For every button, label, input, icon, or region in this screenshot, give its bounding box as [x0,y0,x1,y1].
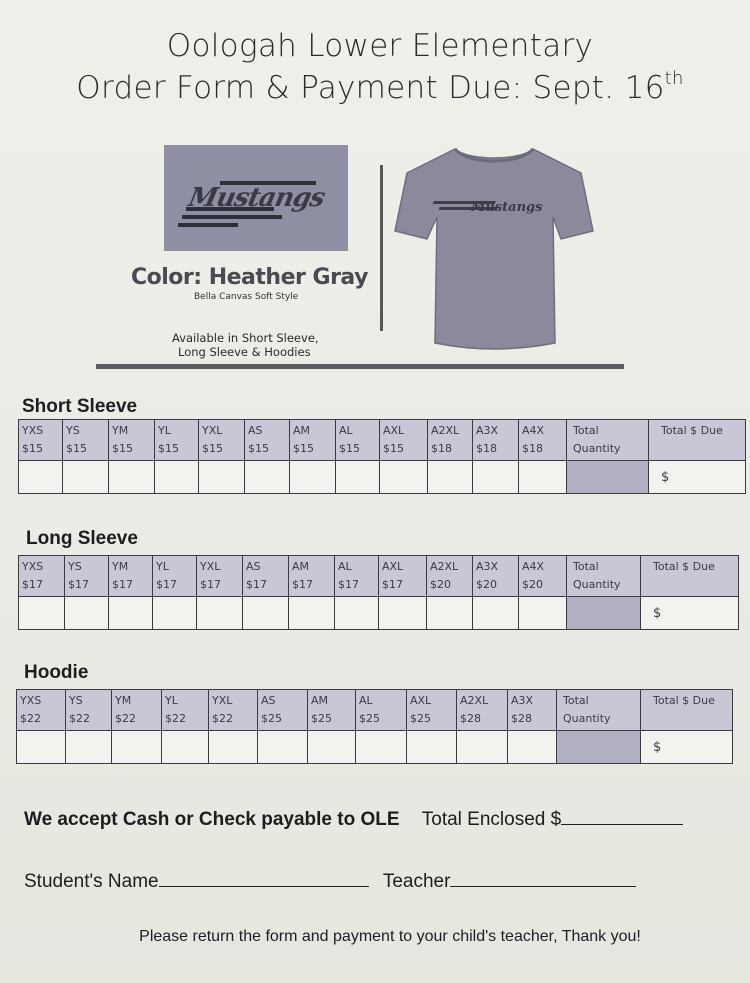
total-quantity-header [567,420,649,461]
size-price-cell [519,556,567,597]
teacher-label: Teacher [382,871,451,892]
size-price-cell [17,690,66,731]
quantity-input-cell[interactable] [209,731,258,764]
return-note: Please return the form and payment to your child's teacher, Thank you! [139,928,641,945]
quantity-input-cell[interactable] [519,461,567,494]
size-price: $17 [112,578,133,591]
total-quantity-label: Total [573,424,599,437]
quantity-input-cell[interactable] [428,461,473,494]
size-label: AS [246,560,261,573]
size-price: $20 [476,578,497,591]
total-quantity-cell[interactable] [567,461,649,494]
size-price-cell [153,556,197,597]
size-price: $17 [382,578,403,591]
quantity-input-cell[interactable] [289,597,335,630]
quantity-input-cell[interactable] [66,731,112,764]
quantity-input-cell[interactable] [519,597,567,630]
size-price: $15 [22,442,43,455]
size-price: $20 [430,578,451,591]
size-price: $22 [115,712,136,725]
size-price-cell [66,690,112,731]
size-price-cell [427,556,473,597]
total-due-cell[interactable]: $ [641,731,733,764]
size-label: YL [158,424,171,437]
quantity-input-cell[interactable] [19,597,65,630]
size-label: YXL [212,694,233,707]
size-label: AS [261,694,276,707]
quantity-input-cell[interactable] [356,731,407,764]
size-price-cell [245,420,290,461]
size-price-cell [112,690,162,731]
quantity-input-cell[interactable] [245,461,290,494]
teacher-field[interactable] [450,868,636,887]
order-table [16,689,733,764]
quantity-input-cell[interactable] [290,461,336,494]
quantity-input-cell[interactable] [473,597,519,630]
payment-line [24,806,744,831]
size-label: A4X [522,424,545,437]
size-price-cell [19,420,63,461]
order-table [18,419,746,494]
size-label: AM [292,560,310,573]
size-price: $22 [20,712,41,725]
size-price-cell [63,420,109,461]
quantity-input-cell[interactable] [63,461,109,494]
size-price: $15 [202,442,223,455]
size-price-cell [428,420,473,461]
quantity-input-cell[interactable] [199,461,245,494]
quantity-entry-row [19,461,746,494]
total-enclosed-field[interactable] [561,806,683,825]
size-label: AXL [383,424,405,437]
quantity-input-cell[interactable] [258,731,308,764]
quantity-input-cell[interactable] [407,731,457,764]
quantity-input-cell[interactable] [427,597,473,630]
quantity-entry-row [19,597,739,630]
quantity-input-cell[interactable] [109,461,155,494]
size-price: $15 [383,442,404,455]
quantity-label: Quantity [563,712,611,725]
size-price: $25 [261,712,282,725]
student-name-field[interactable] [159,868,369,887]
size-price: $17 [338,578,359,591]
size-price-cell [473,556,519,597]
size-price: $17 [68,578,89,591]
size-price-cell [336,420,380,461]
size-label: YS [66,424,80,437]
size-label: YXS [22,560,44,573]
size-price-cell [335,556,379,597]
size-price-cell [155,420,199,461]
mustangs-logo: Mustangs [185,183,327,213]
size-price: $18 [522,442,543,455]
size-label: YS [68,560,82,573]
size-price-cell [508,690,557,731]
total-quantity-cell[interactable] [567,597,641,630]
student-name-label: Student's Name [24,871,159,892]
size-label: YM [112,560,129,573]
size-price-cell [356,690,407,731]
total-quantity-label: Total [573,560,599,573]
size-label: A2XL [431,424,460,437]
quantity-input-cell[interactable] [65,597,109,630]
size-price: $17 [246,578,267,591]
quantity-input-cell[interactable] [336,461,380,494]
size-label: YL [156,560,169,573]
size-price: $18 [476,442,497,455]
quantity-input-cell[interactable] [17,731,66,764]
size-price: $22 [165,712,186,725]
total-quantity-label: Total [563,694,589,707]
size-label: YXL [200,560,221,573]
size-label: AXL [382,560,404,573]
quantity-input-cell[interactable] [380,461,428,494]
brand-label: Bella Canvas Soft Style [194,292,299,302]
size-price-cell [197,556,243,597]
size-price-cell [473,420,519,461]
quantity-input-cell[interactable] [379,597,427,630]
size-price-cell [65,556,109,597]
quantity-input-cell[interactable] [162,731,209,764]
size-label: A3X [511,694,534,707]
tshirt-image [393,143,595,351]
size-price: $20 [522,578,543,591]
divider-vertical [380,165,383,331]
size-label: AXL [410,694,432,707]
size-price: $18 [431,442,452,455]
size-label: A3X [476,560,499,573]
size-price-cell [243,556,289,597]
size-price: $17 [156,578,177,591]
quantity-input-cell[interactable] [457,731,508,764]
size-header-row [19,556,739,597]
section-title: Long Sleeve [26,528,138,549]
size-price: $28 [460,712,481,725]
divider-horizontal [96,364,624,369]
availability-note: Available in Short Sleeve, Long Sleeve & Hoodies [172,331,319,359]
size-price-cell [162,690,209,731]
size-label: AM [311,694,329,707]
total-due-cell[interactable]: $ [641,597,739,630]
quantity-input-cell[interactable] [197,597,243,630]
total-due-header: Total $ Due [649,420,746,461]
size-price-cell [290,420,336,461]
total-due-header: Total $ Due [641,556,739,597]
name-line [24,868,636,893]
school-title: Oologah Lower Elementary [166,28,594,64]
logo-swatch [164,145,348,251]
quantity-input-cell[interactable] [153,597,197,630]
size-price-cell [308,690,356,731]
quantity-input-cell[interactable] [109,597,153,630]
size-label: A3X [476,424,499,437]
size-label: YM [115,694,132,707]
quantity-entry-row [17,731,733,764]
order-table [18,555,739,630]
size-price: $17 [292,578,313,591]
total-enclosed-label: Total Enclosed $ [421,809,562,830]
size-price-cell [19,556,65,597]
size-price-cell [289,556,335,597]
size-price: $15 [339,442,360,455]
total-quantity-cell[interactable] [557,731,641,764]
size-label: YXS [20,694,42,707]
size-price: $22 [212,712,233,725]
size-price: $28 [511,712,532,725]
size-label: YS [69,694,83,707]
size-price: $25 [410,712,431,725]
size-label: A4X [522,560,545,573]
section-title: Short Sleeve [22,396,138,417]
quantity-label: Quantity [573,578,621,591]
size-price-cell [209,690,258,731]
size-price: $25 [359,712,380,725]
size-price: $15 [158,442,179,455]
size-price: $15 [66,442,87,455]
size-price: $15 [248,442,269,455]
quantity-input-cell[interactable] [155,461,199,494]
size-label: AL [338,560,352,573]
quantity-input-cell[interactable] [508,731,557,764]
section-title: Hoodie [24,662,89,683]
size-label: YXL [202,424,223,437]
size-price-cell [519,420,567,461]
quantity-input-cell[interactable] [243,597,289,630]
quantity-input-cell[interactable] [112,731,162,764]
size-header-row [19,420,746,461]
quantity-input-cell[interactable] [335,597,379,630]
shirt-logo-text: Mustangs [471,200,543,215]
size-label: YM [112,424,129,437]
size-label: AM [293,424,311,437]
total-due-header: Total $ Due [641,690,733,731]
size-price-cell [407,690,457,731]
quantity-label: Quantity [573,442,621,455]
size-label: AL [359,694,373,707]
size-label: A2XL [430,560,459,573]
size-price: $25 [311,712,332,725]
size-price: $17 [22,578,43,591]
color-label: Color: Heather Gray [131,265,368,290]
size-label: AL [339,424,353,437]
size-label: AS [248,424,263,437]
size-price-cell [109,420,155,461]
size-price-cell [258,690,308,731]
size-label: A2XL [460,694,489,707]
size-label: YXS [22,424,44,437]
size-price-cell [380,420,428,461]
size-price-cell [457,690,508,731]
size-label: YL [165,694,178,707]
quantity-input-cell[interactable] [308,731,356,764]
size-price-cell [379,556,427,597]
payment-note: We accept Cash or Check payable to OLE [24,809,400,830]
quantity-input-cell[interactable] [473,461,519,494]
size-price-cell [199,420,245,461]
total-due-cell[interactable]: $ [649,461,746,494]
quantity-input-cell[interactable] [19,461,63,494]
size-price-cell [109,556,153,597]
total-quantity-header [567,556,641,597]
total-quantity-header [557,690,641,731]
size-price: $15 [112,442,133,455]
order-due-title: Order Form & Payment Due: Sept. 16th [76,68,684,106]
size-header-row [17,690,733,731]
size-price: $15 [293,442,314,455]
size-price: $22 [69,712,90,725]
size-price: $17 [200,578,221,591]
